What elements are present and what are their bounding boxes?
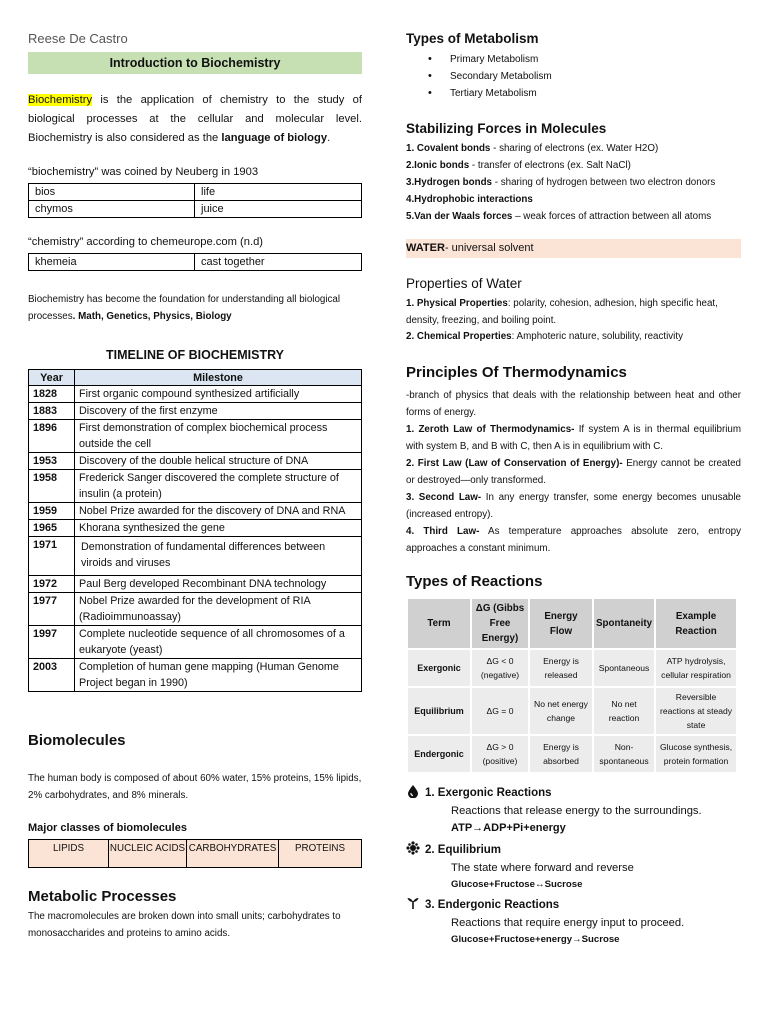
timeline-year: 1971: [29, 537, 75, 576]
class-carbohydrates: CARBOHYDRATES: [187, 840, 279, 868]
forces-heading: Stabilizing Forces in Molecules: [406, 121, 607, 136]
intro-bold: language of biology: [221, 132, 328, 144]
list-item: • Secondary Metabolism: [406, 68, 552, 85]
timeline-year: 1972: [29, 576, 75, 593]
force-text: - transfer of electrons (ex. Salt NaCl): [469, 160, 631, 171]
chemical-text: : Amphoteric nature, solubility, reactivity: [511, 331, 683, 342]
table-row: [29, 626, 362, 659]
law-text: As temperature approaches absolute zero, entropy approaches a constant minimum.: [406, 526, 741, 554]
author-name: Reese De Castro: [28, 31, 128, 46]
thermo-heading: Principles Of Thermodynamics: [406, 364, 627, 381]
table-row: [29, 470, 362, 503]
table-row: [29, 420, 362, 453]
water-label: WATER: [406, 242, 445, 254]
table-row: [29, 659, 362, 692]
reaction-desc: Reactions that require energy input to proceed.: [451, 917, 685, 929]
reaction-cell: Reversible reactions at steady state: [655, 687, 737, 735]
force-label: 2.Ionic bonds: [406, 160, 470, 171]
reaction-cell: ΔG > 0 (positive): [471, 735, 529, 773]
law-text: In any energy transfer, some energy becomes unusable (increased entropy).: [406, 492, 741, 520]
table-row: [29, 184, 362, 201]
force-text: - sharing of electrons (ex. Water H2O): [490, 143, 659, 154]
col-example: Example Reaction: [655, 598, 737, 649]
reactions-heading: Types of Reactions: [406, 573, 543, 590]
reaction-cell: No net reaction: [593, 687, 655, 735]
intro-end: .: [327, 132, 331, 144]
timeline-milestone: Demonstration of fundamental differences between viroids and viruses: [75, 537, 362, 576]
thermo-law: [406, 489, 741, 523]
table-row: [29, 403, 362, 420]
thermo-law: [406, 523, 741, 557]
plant-icon: [406, 899, 425, 911]
intro-paragraph: [28, 91, 362, 148]
chemical-label: 2. Chemical Properties: [406, 331, 512, 342]
timeline-milestone: First organic compound synthesized artificially: [75, 386, 362, 403]
water-props-heading: Properties of Water: [406, 276, 522, 291]
timeline-year: 1953: [29, 453, 75, 470]
table-row: [29, 576, 362, 593]
force-label: 4.Hydrophobic interactions: [406, 194, 533, 205]
reaction-cell: Energy is absorbed: [529, 735, 593, 773]
timeline-year: 1965: [29, 520, 75, 537]
reaction-detail-title: [406, 784, 741, 802]
list-item: • Tertiary Metabolism: [406, 85, 552, 102]
timeline-year: 1958: [29, 470, 75, 503]
law-label: 2. First Law (Law of Conservation of Energy)-: [406, 458, 623, 469]
table-row: [29, 537, 362, 576]
list-item: [406, 174, 741, 191]
reaction-cell: Non-spontaneous: [593, 735, 655, 773]
metabolism-list: [406, 51, 552, 102]
timeline-year: 2003: [29, 659, 75, 692]
timeline-milestone: First demonstration of complex biochemical process outside the cell: [75, 420, 362, 453]
metabolic-text: The macromolecules are broken down into small units; carbohydrates to monosaccharides and proteins to amino acids.: [28, 911, 341, 939]
reaction-cell: Glucose synthesis, protein formation: [655, 735, 737, 773]
timeline-year: 1883: [29, 403, 75, 420]
list-item: [406, 157, 741, 174]
etymology-word: chymos: [29, 201, 195, 218]
force-label: 1. Covalent bonds: [406, 143, 491, 154]
thermo-law: [406, 421, 741, 455]
timeline-milestone: Nobel Prize awarded for the discovery of DNA and RNA: [75, 503, 362, 520]
table-row: [29, 453, 362, 470]
timeline-heading: TIMELINE OF BIOCHEMISTRY: [105, 348, 284, 362]
reaction-desc: The state where forward and reverse: [451, 862, 634, 874]
list-item: [406, 191, 741, 208]
reaction-cell: ΔG = 0: [471, 687, 529, 735]
table-row: [29, 840, 362, 868]
table-row: [29, 520, 362, 537]
biomolecules-text: The human body is composed of about 60% water, 15% proteins, 15% lipids, 2% carbohydrates, and 8% minerals.: [28, 773, 362, 801]
reaction-detail-title: [406, 841, 741, 859]
reactions-header-row: [407, 598, 737, 649]
force-label: 5.Van der Waals forces: [406, 211, 513, 222]
col-year: Year: [29, 370, 75, 386]
reaction-equation: Glucose+Fructose↔Sucrose: [451, 879, 583, 890]
table-row: [29, 503, 362, 520]
force-text: – weak forces of attraction between all atoms: [512, 211, 712, 222]
thermo-intro: -branch of physics that deals with the relationship between heat and other forms of energy.: [406, 390, 741, 418]
water-chemical: [406, 328, 741, 345]
law-label: 1. Zeroth Law of Thermodynamics-: [406, 424, 575, 435]
force-label: 3.Hydrogen bonds: [406, 177, 493, 188]
reaction-detail: [406, 896, 741, 948]
etymology-meaning: juice: [195, 201, 362, 218]
reaction-equation: ATP→ADP+Pi+energy: [451, 822, 566, 834]
timeline-milestone: Discovery of the first enzyme: [75, 403, 362, 420]
forces-list: [406, 140, 741, 225]
timeline-milestone: Paul Berg developed Recombinant DNA technology: [75, 576, 362, 593]
timeline-milestone: Discovery of the double helical structure of DNA: [75, 453, 362, 470]
timeline-year: 1997: [29, 626, 75, 659]
reaction-cell: Spontaneous: [593, 649, 655, 687]
intro-term: Biochemistry: [28, 94, 93, 106]
reaction-title-text: 1. Exergonic Reactions: [425, 787, 552, 799]
timeline-milestone: Frederick Sanger discovered the complete structure of insulin (a protein): [75, 470, 362, 503]
col-milestone: Milestone: [75, 370, 362, 386]
col-gibbs: ΔG (Gibbs Free Energy): [471, 598, 529, 649]
intro-text: is the application of chemistry to the study of biological processes at the cellular and molecular level. Biochemistry is also considered as the: [28, 94, 362, 144]
table-row: [29, 254, 362, 271]
physical-text: : polarity, cohesion, adhesion, high specific heat, density, freezing, and boiling point.: [406, 298, 718, 326]
foundation-text: Biochemistry has become the foundation for understanding all biological processes: [28, 294, 341, 322]
foundation-bold: . Math, Genetics, Physics, Biology: [72, 311, 232, 322]
reaction-detail: [406, 841, 741, 893]
etymology-word: bios: [29, 184, 195, 201]
force-text: - sharing of hydrogen between two electron donors: [492, 177, 716, 188]
timeline-table: [28, 369, 362, 692]
etymology-meaning: cast together: [195, 254, 362, 271]
table-row: [29, 201, 362, 218]
classes-table: [28, 839, 362, 868]
table-row: [29, 386, 362, 403]
class-lipids: LIPIDS: [29, 840, 109, 868]
law-text: If system A is in thermal equilibrium with system B, and B with C, then A is in equilibrium with C.: [406, 424, 742, 452]
page-title: Introduction to Biochemistry: [28, 52, 362, 74]
thermo-law: [406, 455, 741, 489]
reactions-body: [407, 649, 737, 773]
timeline-milestone: Khorana synthesized the gene: [75, 520, 362, 537]
table-row: [29, 593, 362, 626]
reaction-cell: Exergonic: [407, 649, 471, 687]
timeline-milestone: Completion of human gene mapping (Human Genome Project began in 1990): [75, 659, 362, 692]
etymology-coined: “biochemistry” was coined by Neuberg in 1903: [28, 166, 259, 178]
timeline-body: [29, 386, 362, 692]
reaction-detail: [406, 784, 741, 836]
drop-icon: [406, 787, 425, 799]
metabolic-heading: Metabolic Processes: [28, 888, 177, 905]
etymology-word: khemeia: [29, 254, 195, 271]
water-physical: [406, 295, 741, 329]
col-spontaneity: Spontaneity: [593, 598, 655, 649]
reaction-cell: No net energy change: [529, 687, 593, 735]
balance-icon: [406, 844, 425, 856]
chemistry-note: “chemistry” according to chemeurope.com (n.d): [28, 236, 264, 248]
timeline-year: 1896: [29, 420, 75, 453]
class-proteins: PROTEINS: [279, 840, 362, 868]
col-term: Term: [407, 598, 471, 649]
timeline-header-row: [29, 370, 362, 386]
etymology-meaning: life: [195, 184, 362, 201]
water-bar: [406, 239, 741, 258]
class-nucleic-acids: NUCLEIC ACIDS: [109, 840, 187, 868]
reaction-desc: Reactions that release energy to the surroundings.: [451, 805, 702, 817]
physical-label: 1. Physical Properties: [406, 298, 508, 309]
timeline-year: 1959: [29, 503, 75, 520]
timeline-year: 1828: [29, 386, 75, 403]
biomolecules-heading: Biomolecules: [28, 732, 126, 749]
reaction-cell: ΔG < 0 (negative): [471, 649, 529, 687]
reaction-title-text: 2. Equilibrium: [425, 844, 502, 856]
reaction-equation: Glucose+Fructose+energy→Sucrose: [451, 934, 620, 945]
reaction-title-text: 3. Endergonic Reactions: [425, 899, 560, 911]
table-row: [407, 735, 737, 773]
timeline-milestone: Nobel Prize awarded for the development of RIA (Radioimmunoassay): [75, 593, 362, 626]
timeline-milestone: Complete nucleotide sequence of all chromosomes of a eukaryote (yeast): [75, 626, 362, 659]
list-item: [406, 140, 741, 157]
reaction-cell: Equilibrium: [407, 687, 471, 735]
law-label: 4. Third Law-: [406, 526, 480, 537]
law-text: Energy cannot be created or destroyed—only transformed.: [406, 458, 741, 486]
timeline-year: 1977: [29, 593, 75, 626]
table-row: [407, 649, 737, 687]
metabolism-heading: Types of Metabolism: [406, 31, 539, 46]
table-row: [407, 687, 737, 735]
col-energy-flow: Energy Flow: [529, 598, 593, 649]
reaction-cell: ATP hydrolysis, cellular respiration: [655, 649, 737, 687]
foundation-paragraph: [28, 291, 362, 325]
list-item: [406, 208, 741, 225]
thermo-laws: [406, 421, 741, 557]
law-label: 3. Second Law-: [406, 492, 482, 503]
chemistry-table: [28, 253, 362, 271]
list-item: • Primary Metabolism: [406, 51, 552, 68]
water-text: - universal solvent: [444, 242, 534, 254]
reaction-cell: Energy is released: [529, 649, 593, 687]
classes-heading: Major classes of biomolecules: [28, 822, 187, 834]
reaction-detail-title: [406, 896, 741, 914]
reactions-table: [406, 597, 738, 774]
etymology-table: [28, 183, 362, 218]
reaction-cell: Endergonic: [407, 735, 471, 773]
